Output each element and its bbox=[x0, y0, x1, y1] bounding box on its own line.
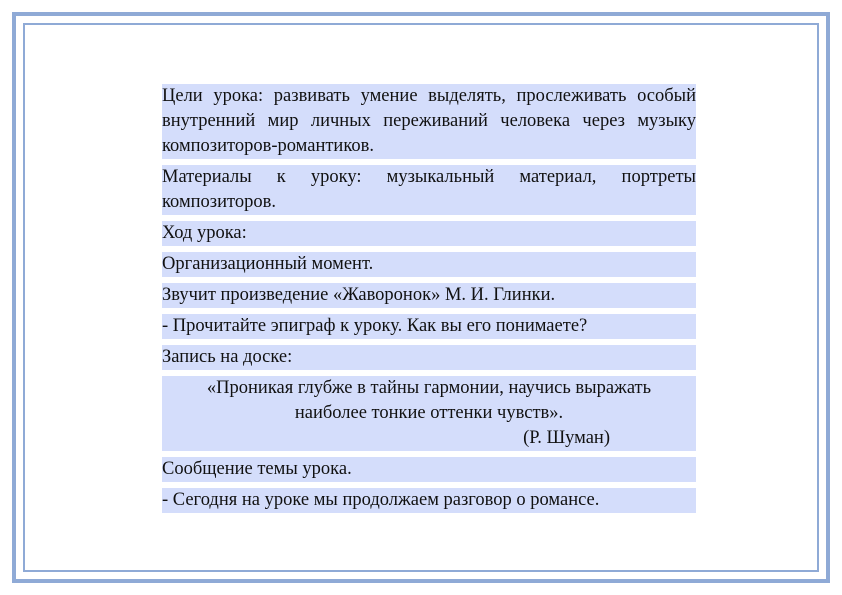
epigraph-quote bbox=[162, 376, 696, 451]
goals-paragraph: Цели урока: развивать умение выделять, прослеживать особый внутренний мир личных переживаний человека через музыку композиторов-романтиков. bbox=[162, 84, 696, 159]
lesson-topic-paragraph: Сообщение темы урока. bbox=[162, 457, 696, 482]
quote-author: (Р. Шуман) bbox=[523, 428, 610, 448]
org-moment-paragraph: Организационный момент. bbox=[162, 252, 696, 277]
music-plays-paragraph: Звучит произведение «Жаворонок» М. И. Глинки. bbox=[162, 283, 696, 308]
lesson-course-heading: Ход урока: bbox=[162, 221, 696, 246]
quote-line-2: наиболее тонкие оттенки чувств». bbox=[294, 403, 564, 423]
lesson-text-block bbox=[162, 84, 696, 513]
epigraph-question-paragraph: - Прочитайте эпиграф к уроку. Как вы его понимаете? bbox=[162, 314, 696, 339]
materials-paragraph: Материалы к уроку: музыкальный материал, портреты композиторов. bbox=[162, 165, 696, 215]
today-paragraph: - Сегодня на уроке мы продолжаем разговор о романсе. bbox=[162, 488, 696, 513]
board-note-paragraph: Запись на доске: bbox=[162, 345, 696, 370]
quote-line-1: «Проникая глубже в тайны гармонии, научись выражать bbox=[206, 378, 652, 398]
